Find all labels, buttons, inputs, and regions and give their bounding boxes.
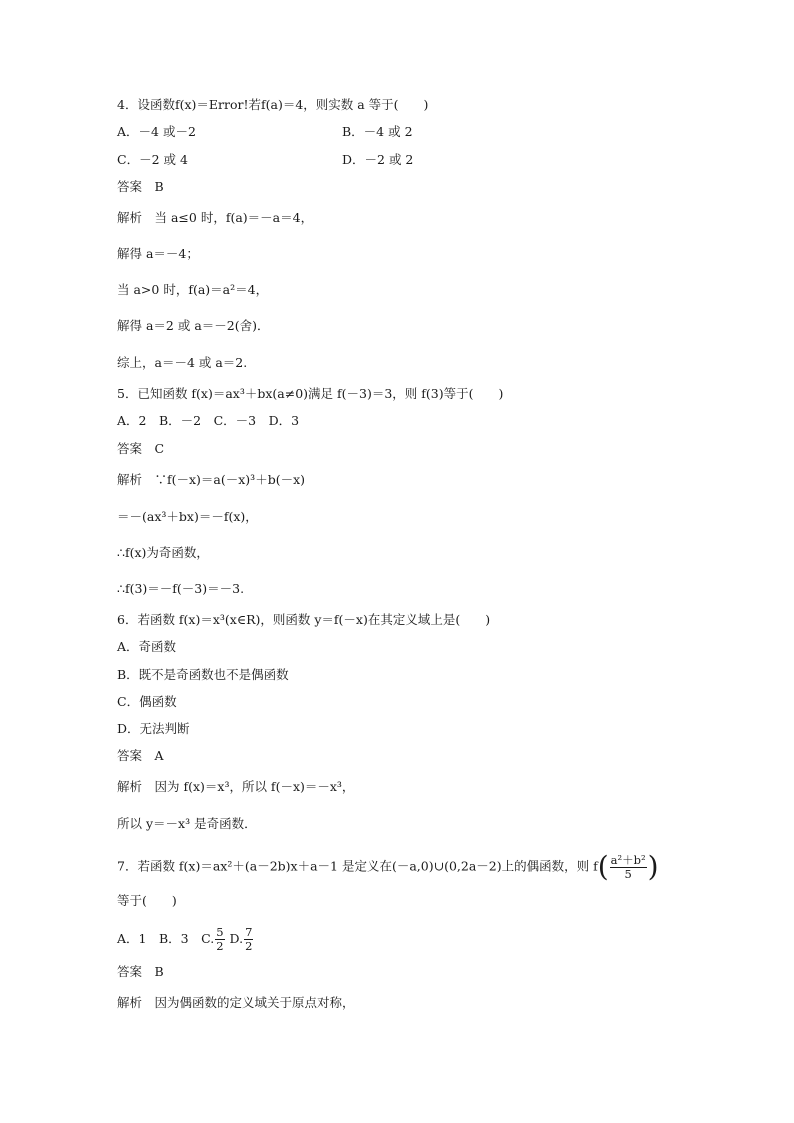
text-line-q4e4: 解得 a＝2 或 a＝－2(舍)． xyxy=(117,318,270,333)
text-line-q6a: A．奇函数 xyxy=(117,639,177,654)
text-line-q5e4: ∴f(3)＝－f(－3)＝－3. xyxy=(117,581,245,596)
text-line-q6c: C．偶函数 xyxy=(117,694,177,709)
question-7-text: 7．若函数 f(x)＝ax²＋(a－2b)x＋a－1 是定义在(－a,0)∪(0,2a－2)上的偶函数，则 f xyxy=(117,858,598,874)
right-paren: ) xyxy=(647,850,659,883)
text-line-q4b: B．－4 或 2 xyxy=(342,124,413,139)
text-line-q4e5: 综上，a＝－4 或 a＝2. xyxy=(117,355,248,370)
text-line-q7e1: 解析 因为偶函数的定义域关于原点对称， xyxy=(117,995,355,1010)
text-line-q4e1: 解析 当 a≤0 时，f(a)＝－a＝4， xyxy=(117,210,314,225)
fraction-5-2: $\frac{5}{2}$ xyxy=(216,925,224,953)
text-line-q4e2: 解得 a＝－4； xyxy=(117,246,199,261)
text-line-q5ans: 答案 C xyxy=(117,441,165,456)
text-line-q6d: D．无法判断 xyxy=(117,721,190,736)
left-paren: ( xyxy=(597,850,609,883)
text-line-q6ans: 答案 A xyxy=(117,748,164,763)
text-line-q4c: C．－2 或 4 xyxy=(117,152,188,167)
text-line-q6: 6．若函数 f(x)＝x³(x∈R)，则函数 y＝f(－x)在其定义域上是( ) xyxy=(117,612,491,627)
options-a-b: A．1 B．3 C. xyxy=(117,931,215,946)
text-line-q6e1: 解析 因为 f(x)＝x³，所以 f(－x)＝－x³， xyxy=(117,779,355,794)
question-7-options xyxy=(117,926,254,953)
fraction-a2b2-over-5: $\frac{\text{a²＋b²}}{5}$ xyxy=(610,852,646,881)
question-7-line xyxy=(117,852,659,882)
text-line-q4: 4．设函数f(x)＝Error!若f(a)＝4，则实数 a 等于( ) xyxy=(117,97,429,112)
text-line-q5: 5．已知函数 f(x)＝ax³＋bx(a≠0)满足 f(－3)＝3，则 f(3)等于( ) xyxy=(117,386,504,401)
text-line-q7ans: 答案 B xyxy=(117,964,164,979)
text-line-q5e1: 解析 ∵f(－x)＝a(－x)³＋b(－x) xyxy=(117,472,306,487)
text-line-q5opts: A．2 B．－2 C．－3 D．3 xyxy=(117,413,300,428)
text-line-q6e2: 所以 y＝－x³ 是奇函数． xyxy=(117,816,257,831)
text-line-q5e3: ∴f(x)为奇函数， xyxy=(117,545,209,560)
text-line-q4d: D．－2 或 2 xyxy=(342,152,414,167)
text-line-q4a: A．－4 或－2 xyxy=(117,124,196,139)
text-line-q4e3: 当 a>0 时，f(a)＝a²＝4， xyxy=(117,282,269,297)
option-d-label: D. xyxy=(229,931,244,946)
text-line-q7b: 等于( ) xyxy=(117,893,177,908)
text-line-q6b: B．既不是奇函数也不是偶函数 xyxy=(117,667,289,682)
fraction-7-2: $\frac{7}{2}$ xyxy=(245,925,253,953)
text-line-q4ans: 答案 B xyxy=(117,179,164,194)
text-line-q5e2: ＝－(ax³＋bx)＝－f(x)， xyxy=(117,509,258,524)
